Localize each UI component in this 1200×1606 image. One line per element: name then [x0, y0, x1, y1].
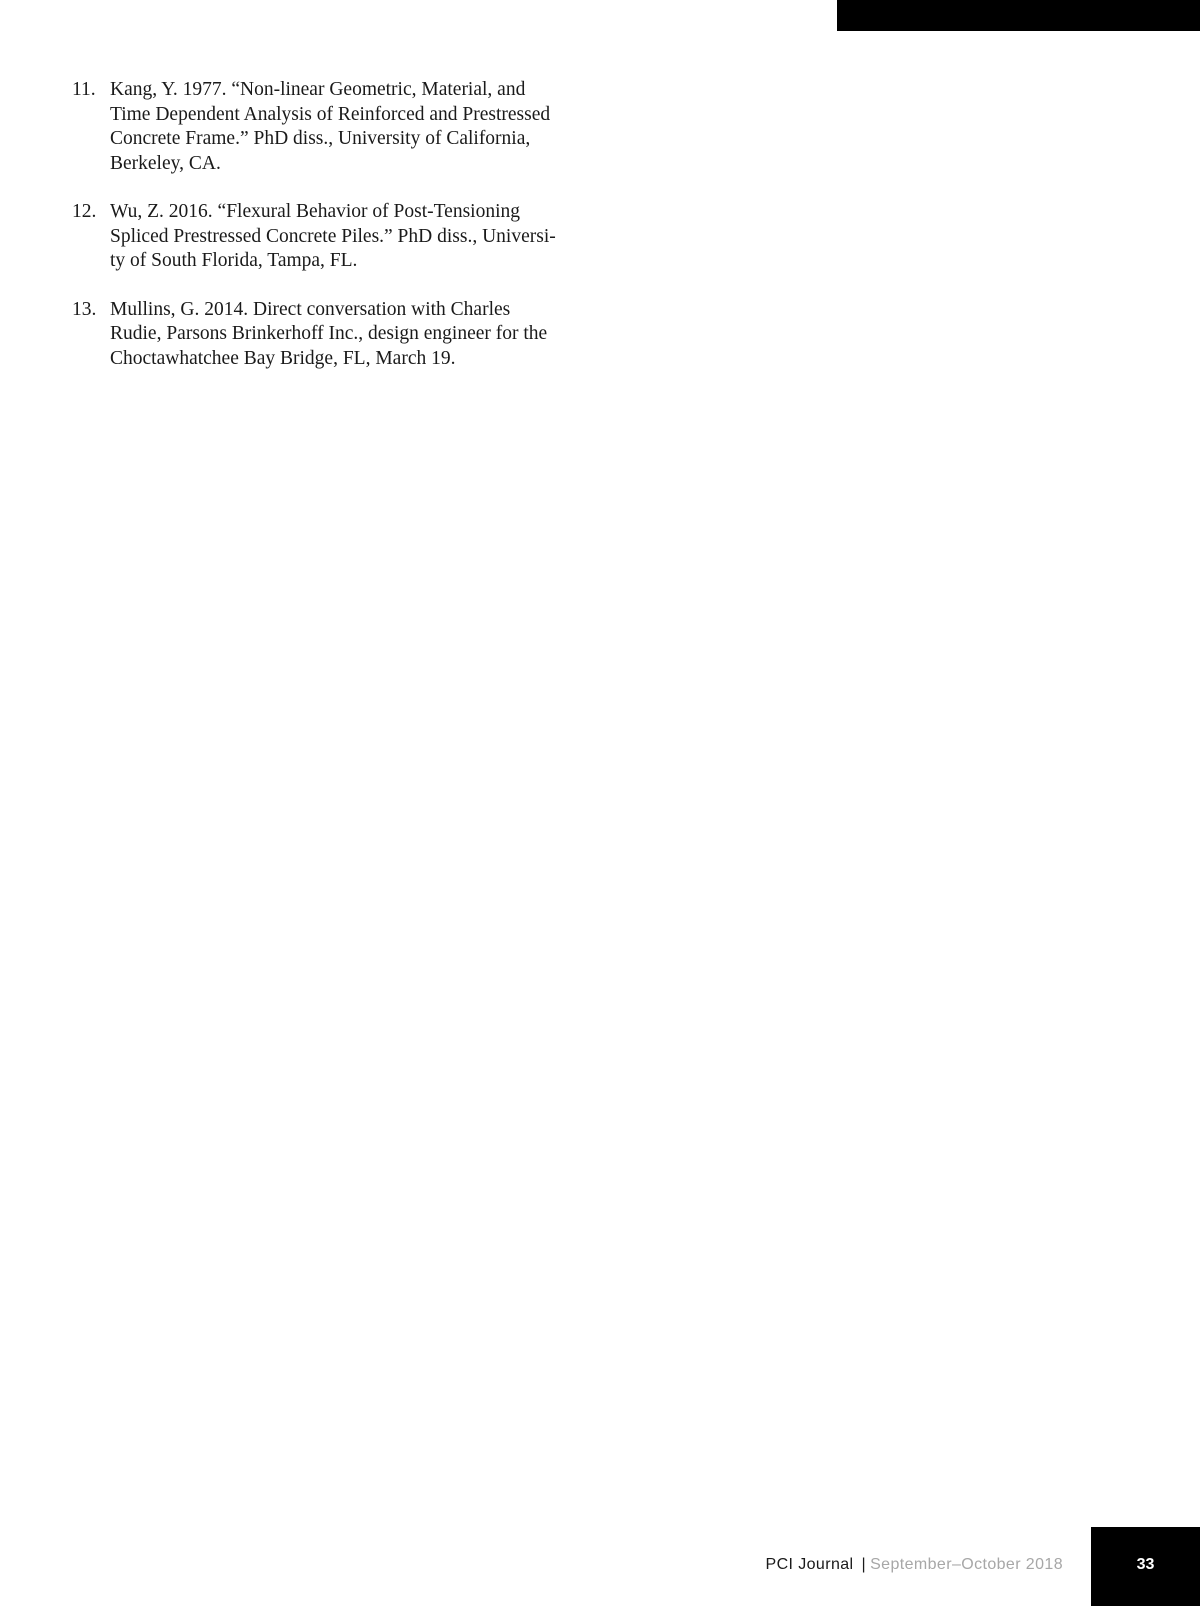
page-number: 33: [1136, 1556, 1155, 1573]
reference-line: Choctawhatchee Bay Bridge, FL, March 19.: [110, 347, 456, 369]
reference-item: [72, 200, 592, 274]
reference-line: Berkeley, CA.: [110, 152, 221, 174]
reference-text: [110, 78, 592, 176]
reference-item: [72, 78, 592, 176]
journal-name: PCI Journal: [765, 1556, 854, 1573]
reference-line: Time Dependent Analysis of Reinforced and Prestressed: [110, 103, 551, 125]
reference-line: Spliced Prestressed Concrete Piles.” PhD diss., Universi-: [110, 225, 556, 247]
page-footer: [0, 1527, 1200, 1606]
reference-number: 11.: [72, 79, 96, 100]
page-number-box: [1091, 1527, 1200, 1606]
reference-line: Mullins, G. 2014. Direct conversation with Charles: [110, 298, 511, 320]
reference-text: [110, 298, 592, 372]
reference-line: Kang, Y. 1977. “Non-linear Geometric, Material, and: [110, 79, 526, 100]
reference-line: Wu, Z. 2016. “Flexural Behavior of Post-Tensioning: [110, 201, 520, 222]
reference-line: ty of South Florida, Tampa, FL.: [110, 250, 358, 271]
issue-date: September–October 2018: [870, 1556, 1063, 1573]
reference-text: [110, 200, 592, 274]
reference-item: [72, 298, 592, 372]
footer-caption: [766, 1556, 1063, 1574]
header-bar: [837, 0, 1200, 31]
reference-number: 12.: [72, 201, 97, 222]
reference-number: 13.: [72, 298, 97, 320]
reference-line: Concrete Frame.” PhD diss., University of California,: [110, 128, 531, 149]
footer-divider: |: [861, 1556, 867, 1573]
reference-line: Rudie, Parsons Brinkerhoff Inc., design engineer for the: [110, 323, 548, 344]
reference-list: [72, 78, 592, 395]
